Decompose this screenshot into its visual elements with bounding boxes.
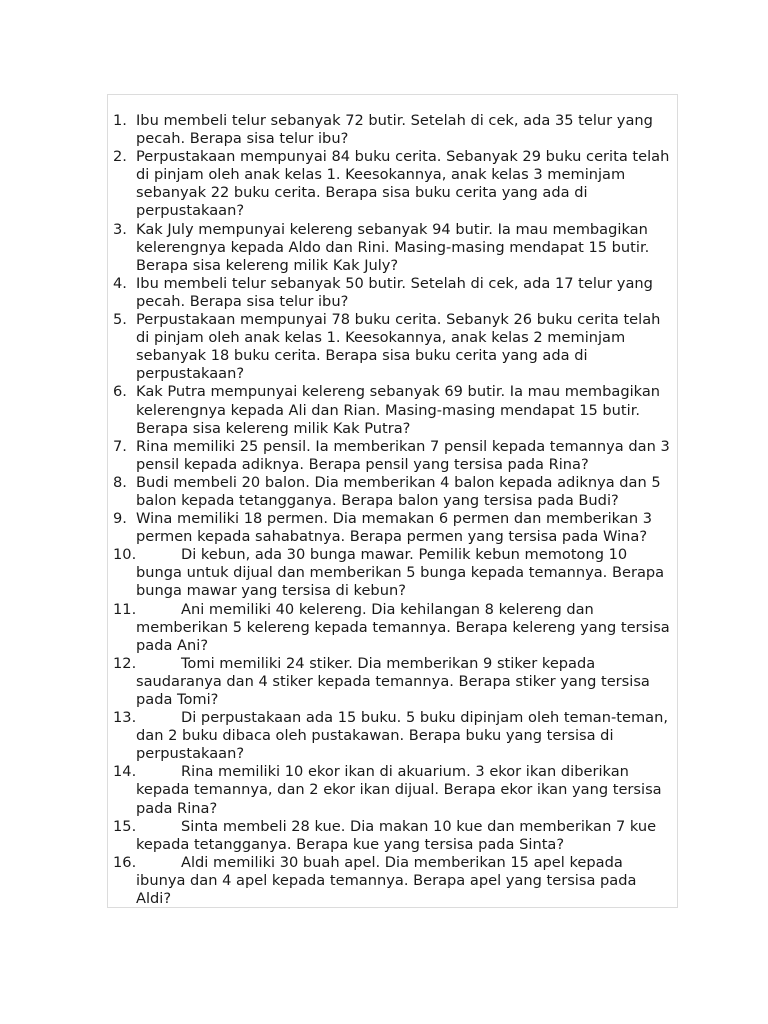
question-item: [113, 474, 675, 510]
question-list: [113, 112, 675, 908]
question-number: 13.: [113, 709, 137, 727]
question-text: Ibu membeli telur sebanyak 50 butir. Setelah di cek, ada 17 telur yang pecah. Berapa sisa telur ibu?: [136, 274, 653, 310]
question-text: Kak July mempunyai kelereng sebanyak 94 butir. Ia mau membagikan kelerengnya kepada Aldo dan Rini. Masing-masing mendapat 15 butir. Berapa sisa kelereng milik Kak July?: [136, 220, 650, 274]
question-number: 12.: [113, 654, 137, 672]
question-text: Perpustakaan mempunyai 84 buku cerita. Sebanyak 29 buku cerita telah di pinjam oleh anak kelas 1. Keesokannya, anak kelas 3 meminjam sebanyak 22 buku cerita. Berapa sisa buku cerita yang ada di perpustakaan?: [136, 148, 670, 220]
question-item: [113, 311, 675, 383]
question-text: Aldi memiliki 30 buah apel. Dia memberikan 15 apel kepada ibunya dan 4 apel kepada temannya. Berapa apel yang tersisa pada Aldi?: [136, 853, 637, 908]
question-text: Rina memiliki 10 ekor ikan di akuarium. 3 ekor ikan diberikan kepada temannya, dan 2 ekor ikan dijual. Berapa ekor ikan yang tersisa pada Rina?: [136, 763, 662, 817]
question-text: Ani memiliki 40 kelereng. Dia kehilangan 8 kelereng dan memberikan 5 kelereng kepada temannya. Berapa kelereng yang tersisa pada Ani?: [136, 600, 670, 654]
question-number: 8.: [113, 473, 127, 491]
question-item: [113, 112, 675, 148]
question-text: Kak Putra mempunyai kelereng sebanyak 69 butir. Ia mau membagikan kelerengnya kepada Ali dan Rian. Masing-masing mendapat 15 butir. Berapa sisa kelereng milik Kak Putra?: [136, 383, 661, 437]
question-item: [113, 709, 675, 763]
question-item: [113, 383, 675, 437]
question-number: 4.: [113, 274, 127, 292]
question-item: [113, 148, 675, 220]
question-number: 6.: [113, 383, 127, 401]
question-item: [113, 221, 675, 275]
question-number: 14.: [113, 763, 137, 781]
question-number: 10.: [113, 546, 137, 564]
question-text: Wina memiliki 18 permen. Dia memakan 6 permen dan memberikan 3 permen kepada sahabatnya. Berapa permen yang tersisa pada Wina?: [136, 510, 652, 546]
question-text: Tomi memiliki 24 stiker. Dia memberikan 9 stiker kepada saudaranya dan 4 stiker kepada temannya. Berapa stiker yang tersisa pada Tomi?: [136, 654, 650, 708]
question-text: Di perpustakaan ada 15 buku. 5 buku dipinjam oleh teman-teman, dan 2 buku dibaca oleh pustakawan. Berapa buku yang tersisa di perpustakaan?: [136, 709, 669, 763]
question-number: 1.: [113, 112, 127, 129]
question-item: [113, 275, 675, 311]
question-item: [113, 655, 675, 709]
question-item: [113, 601, 675, 655]
question-number: 11.: [113, 600, 137, 618]
question-number: 3.: [113, 220, 127, 238]
question-number: 9.: [113, 510, 127, 528]
question-item: [113, 438, 675, 474]
question-text: Sinta membeli 28 kue. Dia makan 10 kue dan memberikan 7 kue kepada tetangganya. Berapa kue yang tersisa pada Sinta?: [136, 817, 657, 853]
question-text: Di kebun, ada 30 bunga mawar. Pemilik kebun memotong 10 bunga untuk dijual dan memberikan 5 bunga kepada temannya. Berapa bunga mawar yang tersisa di kebun?: [136, 546, 665, 600]
question-text: Ibu membeli telur sebanyak 72 butir. Setelah di cek, ada 35 telur yang pecah. Berapa sisa telur ibu?: [136, 112, 653, 148]
question-item: [113, 546, 675, 600]
question-item: [113, 510, 675, 546]
question-item: [113, 818, 675, 854]
question-text: Budi membeli 20 balon. Dia memberikan 4 balon kepada adiknya dan 5 balon kepada tetangganya. Berapa balon yang tersisa pada Budi?: [136, 473, 661, 509]
question-number: 15.: [113, 817, 137, 835]
question-item: [113, 854, 675, 908]
question-number: 7.: [113, 437, 127, 455]
question-text: Rina memiliki 25 pensil. Ia memberikan 7 pensil kepada temannya dan 3 pensil kepada adiknya. Berapa pensil yang tersisa pada Rina?: [136, 437, 670, 473]
question-text: Perpustakaan mempunyai 78 buku cerita. Sebanyk 26 buku cerita telah di pinjam oleh anak kelas 1. Keesokannya, anak kelas 2 meminjam sebanyak 18 buku cerita. Berapa sisa buku cerita yang ada di perpustakaan?: [136, 311, 661, 383]
question-item: [113, 763, 675, 817]
question-number: 5.: [113, 311, 127, 329]
question-number: 2.: [113, 148, 127, 166]
question-number: 16.: [113, 853, 137, 871]
